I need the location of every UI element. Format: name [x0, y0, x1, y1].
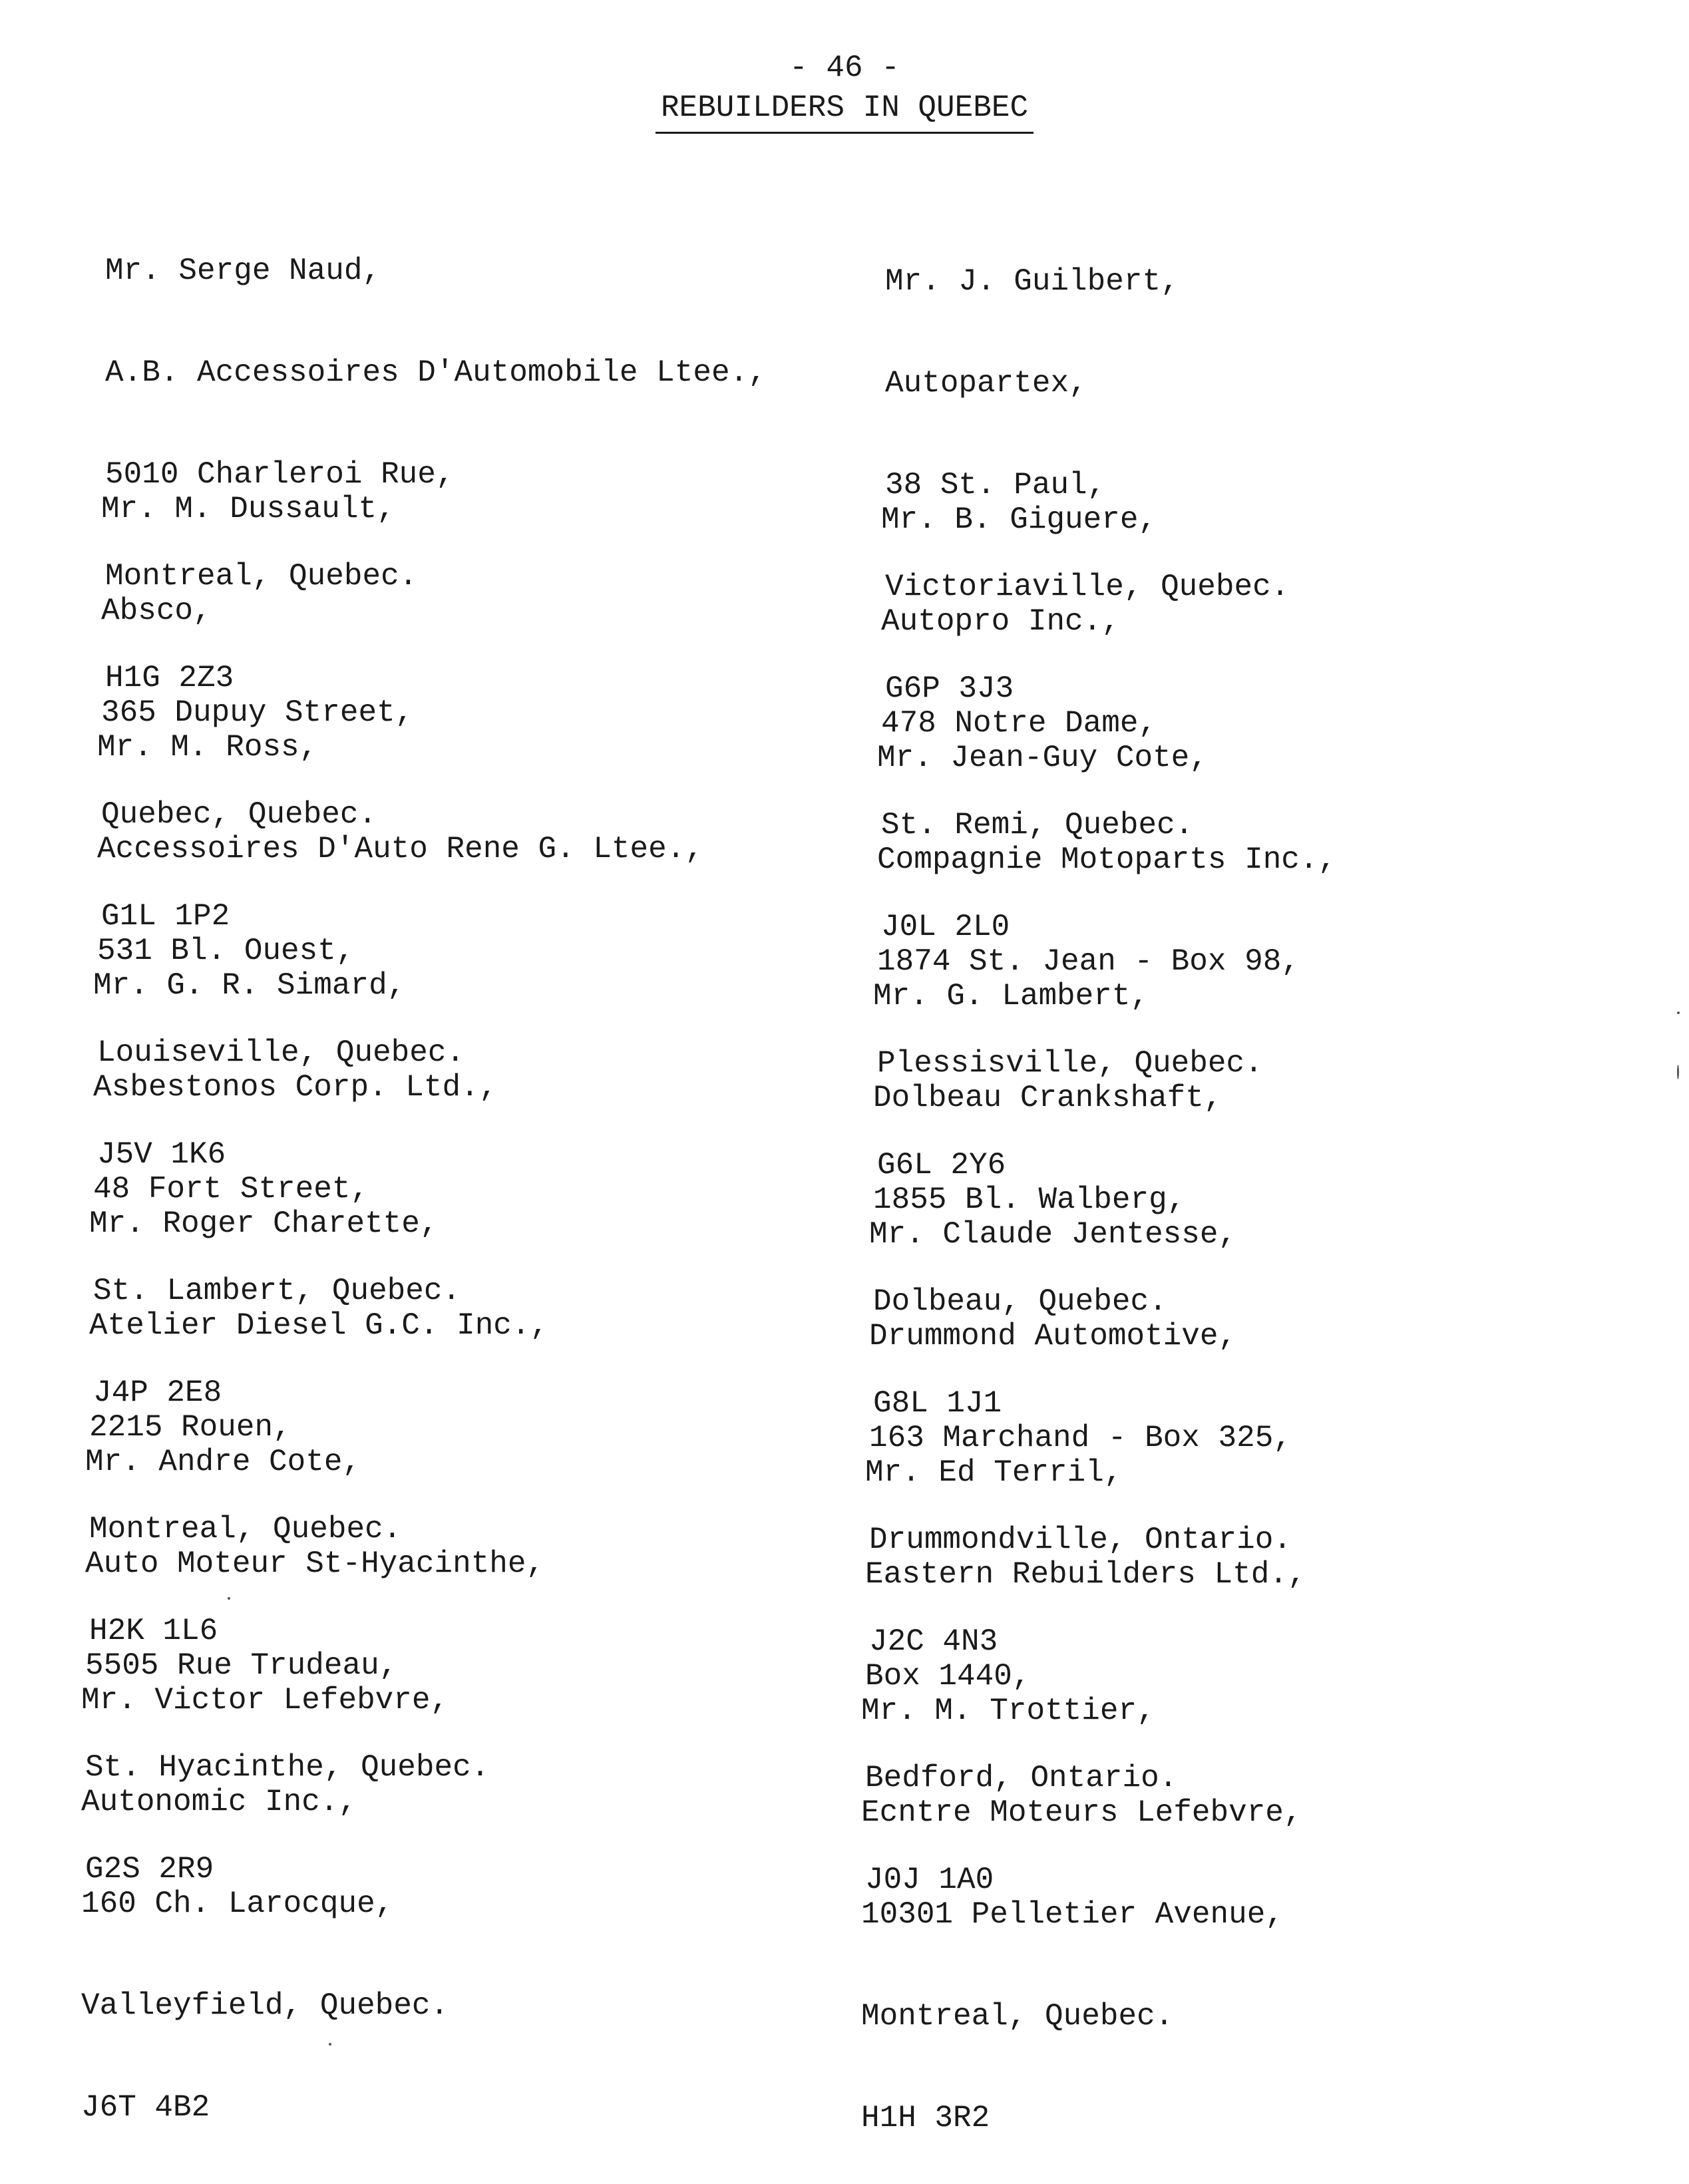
postal-code: J6T 4B2: [81, 2090, 210, 2125]
company-name: Atelier Diesel G.C. Inc.,: [89, 1308, 549, 1343]
company-name: Autopartex,: [885, 366, 1087, 401]
contact-name: Mr. M. Trottier,: [861, 1694, 1155, 1728]
street-address: 5010 Charleroi Rue,: [105, 457, 455, 492]
city-province: Louiseville, Quebec.: [97, 1035, 465, 1070]
city-province: Bedford, Ontario.: [865, 1761, 1178, 1795]
city-province: Plessisville, Quebec.: [877, 1046, 1263, 1081]
street-address: 10301 Pelletier Avenue,: [861, 1897, 1284, 1932]
page-title: REBUILDERS IN QUEBEC: [656, 88, 1033, 134]
city-province: Quebec, Quebec.: [101, 797, 377, 832]
postal-code: H1H 3R2: [861, 2101, 990, 2135]
postal-code: G2S 2R9: [85, 1852, 214, 1887]
contact-name: Mr. M. Dussault,: [101, 492, 395, 526]
company-name: Dolbeau Crankshaft,: [873, 1081, 1222, 1115]
postal-code: G6P 3J3: [885, 671, 1014, 706]
street-address: 160 Ch. Larocque,: [81, 1887, 394, 1921]
company-name: Drummond Automotive,: [869, 1319, 1237, 1354]
company-name: Autonomic Inc.,: [81, 1785, 357, 1819]
address-entry: [81, 1616, 449, 2159]
street-address: 531 Bl. Ouest,: [97, 934, 355, 968]
contact-name: Mr. Andre Cote,: [85, 1445, 361, 1479]
contact-name: Mr. Claude Jentesse,: [869, 1217, 1237, 1252]
city-province: Drummondville, Ontario.: [869, 1523, 1292, 1557]
scan-speck: [329, 2043, 331, 2046]
company-name: Compagnie Motoparts Inc.,: [877, 842, 1337, 877]
postal-code: J2C 4N3: [869, 1624, 998, 1659]
scan-speck: [1677, 1065, 1679, 1079]
city-province: Dolbeau, Quebec.: [873, 1284, 1167, 1319]
city-province: Valleyfield, Quebec.: [81, 1988, 449, 2023]
street-address: Box 1440,: [865, 1659, 1031, 1694]
contact-name: Mr. Roger Charette,: [89, 1206, 439, 1241]
street-address: 1855 Bl. Walberg,: [873, 1183, 1186, 1217]
address-entry: [861, 1626, 1302, 2169]
contact-name: Mr. Jean-Guy Cote,: [877, 741, 1208, 775]
contact-name: Mr. G. Lambert,: [873, 979, 1149, 1013]
company-name: Asbestonos Corp. Ltd.,: [93, 1070, 498, 1105]
company-name: A.B. Accessoires D'Automobile Ltee.,: [105, 355, 767, 390]
scan-speck: [228, 1597, 230, 1600]
city-province: Victoriaville, Quebec.: [885, 570, 1290, 604]
city-province: St. Hyacinthe, Quebec.: [85, 1750, 490, 1785]
city-province: Montreal, Quebec.: [105, 559, 418, 594]
postal-code: J4P 2E8: [93, 1375, 222, 1410]
street-address: 38 St. Paul,: [885, 468, 1106, 502]
contact-name: Mr. Ed Terril,: [865, 1455, 1123, 1490]
page-number: - 46 -: [789, 51, 900, 85]
company-name: Accessoires D'Auto Rene G. Ltee.,: [97, 832, 703, 866]
city-province: St. Remi, Quebec.: [881, 808, 1194, 842]
street-address: 1874 St. Jean - Box 98,: [877, 944, 1300, 979]
contact-name: Mr. B. Giguere,: [881, 502, 1157, 537]
postal-code: H1G 2Z3: [105, 661, 234, 695]
street-address: 478 Notre Dame,: [881, 706, 1157, 741]
company-name: Auto Moteur St-Hyacinthe,: [85, 1547, 545, 1581]
street-address: 365 Dupuy Street,: [101, 695, 414, 730]
street-address: 2215 Rouen,: [89, 1410, 291, 1445]
contact-name: Mr. M. Ross,: [97, 730, 318, 765]
contact-name: Mr. Victor Lefebvre,: [81, 1683, 449, 1718]
postal-code: H2K 1L6: [89, 1614, 218, 1648]
street-address: 5505 Rue Trudeau,: [85, 1648, 398, 1683]
postal-code: J0L 2L0: [881, 910, 1010, 944]
city-province: Montreal, Quebec.: [861, 1999, 1174, 2034]
company-name: Ecntre Moteurs Lefebvre,: [861, 1795, 1302, 1830]
postal-code: J0J 1A0: [865, 1863, 994, 1897]
street-address: 48 Fort Street,: [93, 1172, 369, 1206]
contact-name: Mr. Serge Naud,: [105, 254, 381, 288]
postal-code: G1L 1P2: [101, 899, 230, 934]
city-province: St. Lambert, Quebec.: [93, 1274, 461, 1308]
page-title-wrapper: [0, 88, 1689, 134]
city-province: Montreal, Quebec.: [89, 1512, 402, 1547]
street-address: 163 Marchand - Box 325,: [869, 1421, 1292, 1455]
company-name: Autopro Inc.,: [881, 604, 1120, 639]
contact-name: Mr. J. Guilbert,: [885, 264, 1179, 299]
contact-name: Mr. G. R. Simard,: [93, 968, 406, 1003]
postal-code: G6L 2Y6: [877, 1148, 1006, 1183]
scan-speck: [1677, 1011, 1680, 1014]
postal-code: J5V 1K6: [97, 1137, 226, 1172]
company-name: Eastern Rebuilders Ltd.,: [865, 1557, 1306, 1592]
company-name: Absco,: [101, 594, 212, 628]
postal-code: G8L 1J1: [873, 1386, 1002, 1421]
